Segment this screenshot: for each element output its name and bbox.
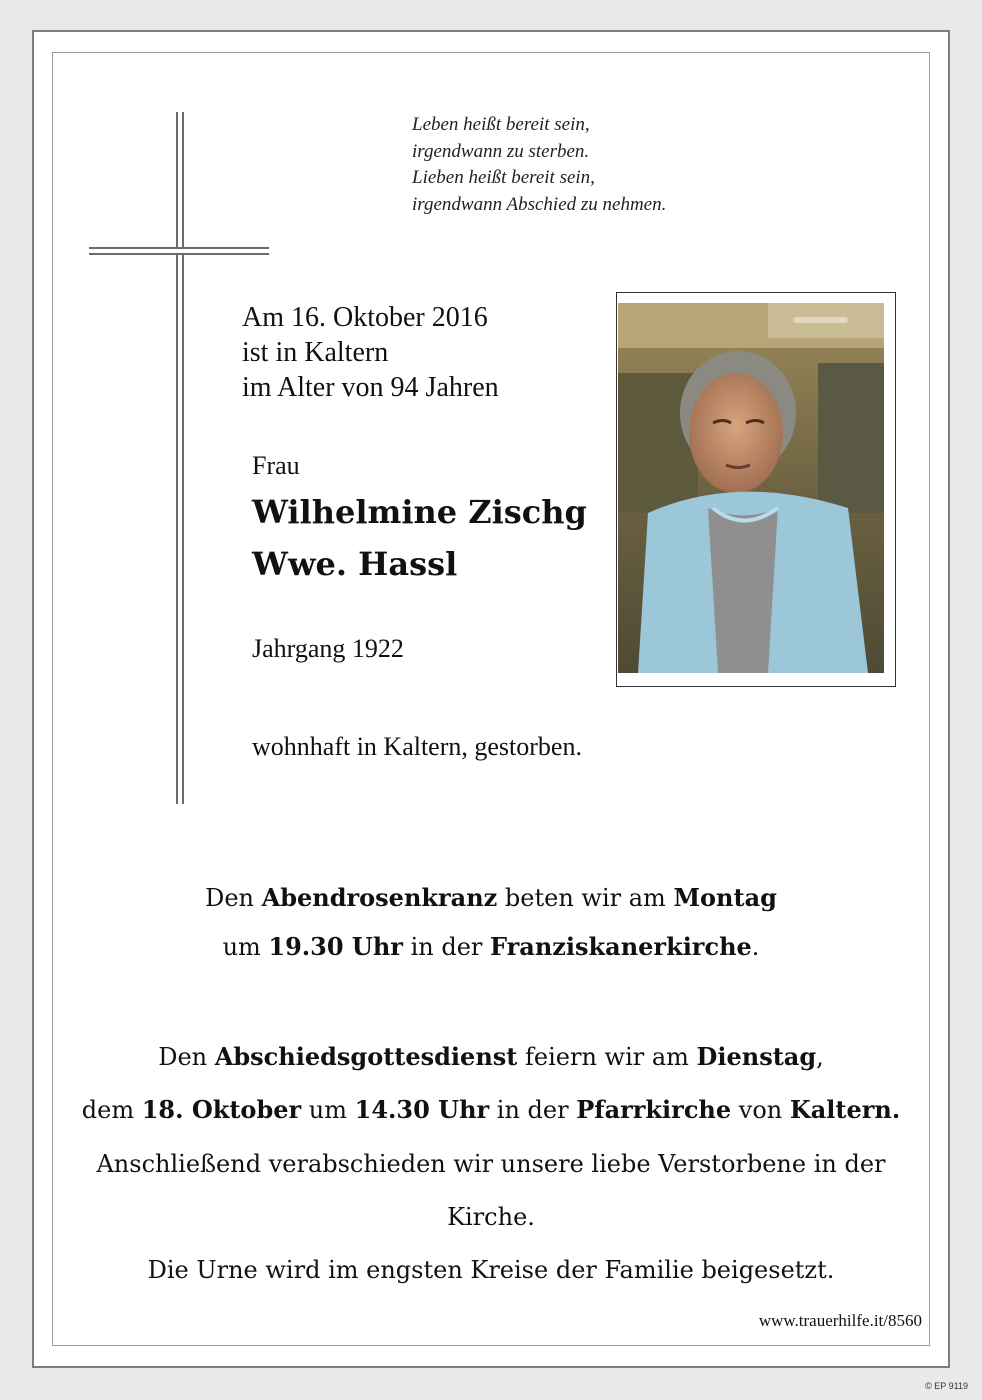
quote-line: irgendwann zu sterben. (412, 140, 590, 162)
rosary-name: Abendrosenkranz (261, 883, 498, 912)
service-line-4: Kirche. (447, 1203, 535, 1231)
intro-line: Am 16. Oktober 2016 (242, 302, 488, 333)
text-span: beten wir am (497, 884, 674, 912)
portrait-photo (618, 303, 884, 673)
service-town: Kaltern. (789, 1095, 901, 1124)
text-span: in der (489, 1096, 577, 1124)
deceased-name (252, 486, 587, 590)
quote-line: irgendwann Abschied zu nehmen. (412, 193, 667, 215)
publisher-code: © EP 9119 (925, 1381, 968, 1391)
intro-line: im Alter von 94 Jahren (242, 372, 499, 403)
rosary-line-1 (60, 883, 922, 912)
service-line-1 (60, 1042, 922, 1071)
service-date: 18. Oktober (141, 1095, 302, 1124)
residence-text: wohnhaft in Kaltern, gestorben. (252, 732, 582, 761)
service-church: Pfarrkirche (576, 1095, 732, 1124)
service-time: 14.30 Uhr (354, 1095, 490, 1124)
text-span: , (816, 1043, 824, 1071)
rosary-time: 19.30 Uhr (268, 932, 403, 961)
text-span: von (731, 1096, 790, 1124)
text-span: feiern wir am (517, 1043, 697, 1071)
text-span: Den (205, 884, 262, 912)
rosary-line-2 (60, 932, 922, 961)
salutation: Frau (252, 451, 300, 480)
cross-icon (176, 112, 184, 804)
rosary-day: Montag (673, 883, 777, 912)
name-line: Wwe. Hassl (252, 545, 458, 583)
quote-line: Leben heißt bereit sein, (412, 114, 590, 135)
text-span: dem (81, 1096, 142, 1124)
memorial-quote (412, 112, 666, 218)
quote-line: Lieben heißt bereit sein, (412, 167, 595, 188)
rosary-church: Franziskanerkirche (490, 932, 752, 961)
service-name: Abschiedsgottesdienst (214, 1042, 518, 1071)
death-notice-intro (242, 300, 499, 405)
service-line-5: Die Urne wird im engsten Kreise der Familie beigesetzt. (147, 1256, 835, 1284)
service-line-2 (60, 1095, 922, 1124)
intro-line: ist in Kaltern (242, 337, 389, 368)
text-span: in der (402, 933, 490, 961)
text-span: um (222, 933, 269, 961)
text-span: . (751, 933, 760, 961)
text-span: Den (158, 1043, 215, 1071)
text-span: um (301, 1096, 355, 1124)
service-day: Dienstag (696, 1042, 817, 1071)
birth-year: Jahrgang 1922 (252, 634, 404, 663)
cross-icon-bar (89, 247, 269, 255)
service-line-3: Anschließend verabschieden wir unsere liebe Verstorbene in der (96, 1150, 886, 1178)
name-line: Wilhelmine Zischg (252, 493, 587, 531)
footer-url-link[interactable]: www.trauerhilfe.it/8560 (758, 1311, 922, 1330)
